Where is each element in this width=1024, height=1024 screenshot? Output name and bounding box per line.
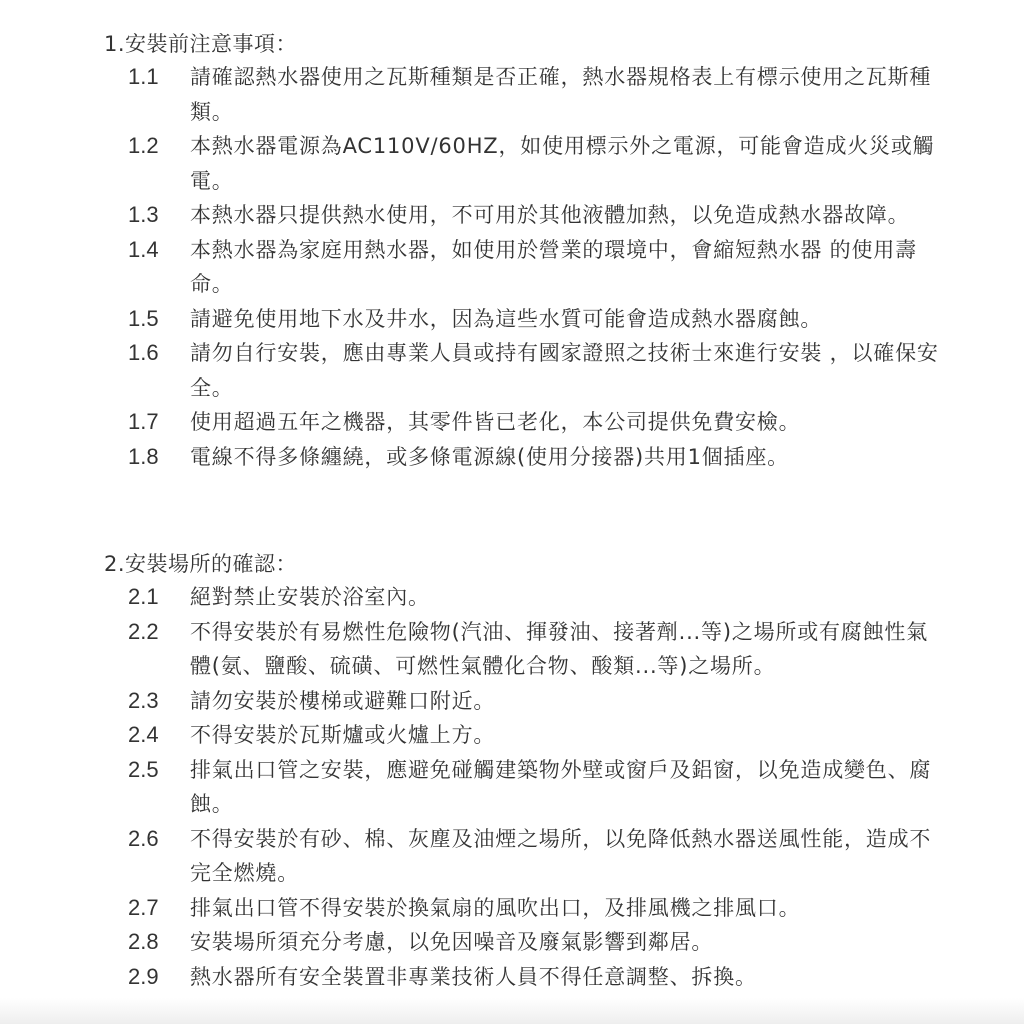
item-text: 本熱水器為家庭用熱水器，如使用於營業的環境中，會縮短熱水器 的使用壽命。 [190, 237, 917, 296]
item-number: 2.6 [128, 825, 159, 851]
list-item [128, 718, 948, 753]
bottom-edge-shadow [0, 998, 1024, 1024]
item-text: 請避免使用地下水及井水，因為這些水質可能會造成熱水器腐蝕。 [190, 306, 823, 331]
list-item [128, 960, 948, 995]
item-number: 2.2 [128, 618, 159, 644]
item-number: 1.7 [128, 409, 159, 434]
item-text: 使用超過五年之機器，其零件皆已老化，本公司提供免費安檢。 [190, 410, 801, 434]
item-number: 1.4 [128, 236, 159, 262]
item-number: 1.2 [128, 133, 159, 158]
list-item [128, 129, 948, 198]
item-text: 安裝場所須充分考慮，以免因噪音及廢氣影響到鄰居。 [190, 930, 714, 954]
section-installation-precautions [104, 28, 964, 474]
list-item [128, 302, 948, 337]
item-text: 排氣出口管之安裝，應避免碰觸建築物外壁或窗戶及鋁窗，以免造成變色、腐蝕。 [190, 757, 932, 816]
list-item [128, 440, 948, 475]
item-text: 絕對禁止安裝於浴室內。 [190, 585, 430, 609]
list-item [128, 753, 948, 822]
item-text: 電線不得多條纏繞，或多條電源線(使用分接器)共用1個插座。 [190, 444, 789, 469]
item-text: 不得安裝於有易燃性危險物(汽油、揮發油、接著劑...等)之場所或有腐蝕性氣體(氨、鹽酸、硫磺、可燃性氣體化合物、酸類...等)之場所。 [190, 619, 929, 678]
item-text: 熱水器所有安全裝置非專業技術人員不得任意調整、拆換。 [190, 964, 757, 989]
section-title: 2.安裝場所的確認： [104, 552, 298, 576]
item-number: 2.8 [128, 929, 159, 954]
item-text: 排氣出口管不得安裝於換氣扇的風吹出口，及排風機之排風口。 [190, 895, 801, 920]
list-item [128, 925, 948, 960]
list-item [128, 822, 948, 891]
list-item [128, 198, 948, 233]
section-installation-site-check [104, 548, 964, 994]
item-text: 請確認熱水器使用之瓦斯種類是否正確，熱水器規格表上有標示使用之瓦斯種類。 [190, 65, 932, 124]
list-item [128, 684, 948, 719]
item-text: 請勿自行安裝，應由專業人員或持有國家證照之技術士來進行安裝 ，以確保安全。 [190, 341, 939, 400]
list-item [128, 233, 948, 302]
item-number: 1.1 [128, 64, 159, 89]
list-item [128, 615, 948, 684]
list-item [128, 891, 948, 926]
list-item [128, 336, 948, 405]
item-number: 2.5 [128, 756, 159, 782]
list-item [128, 580, 948, 615]
item-number: 2.3 [128, 687, 159, 713]
item-text: 不得安裝於有砂、棉、灰塵及油煙之場所，以免降低熱水器送風性能，造成不完全燃燒。 [190, 826, 932, 885]
item-number: 1.6 [128, 340, 159, 365]
item-number: 2.9 [128, 963, 159, 989]
list-item [128, 60, 948, 129]
item-number: 2.7 [128, 894, 159, 920]
item-number: 1.8 [128, 443, 159, 469]
item-text: 本熱水器只提供熱水使用，不可用於其他液體加熱，以免造成熱水器故障。 [190, 203, 910, 227]
item-number: 1.5 [128, 305, 159, 331]
item-number: 2.4 [128, 722, 159, 747]
item-number: 2.1 [128, 584, 159, 609]
item-text: 不得安裝於瓦斯爐或火爐上方。 [190, 723, 496, 747]
item-text: 請勿安裝於樓梯或避難口附近。 [190, 688, 496, 713]
list-item [128, 405, 948, 440]
item-number: 1.3 [128, 202, 159, 227]
item-text: 本熱水器電源為AC110V/60HZ，如使用標示外之電源，可能會造成火災或觸電。 [190, 134, 935, 193]
section-title: 1.安裝前注意事項： [104, 32, 298, 56]
